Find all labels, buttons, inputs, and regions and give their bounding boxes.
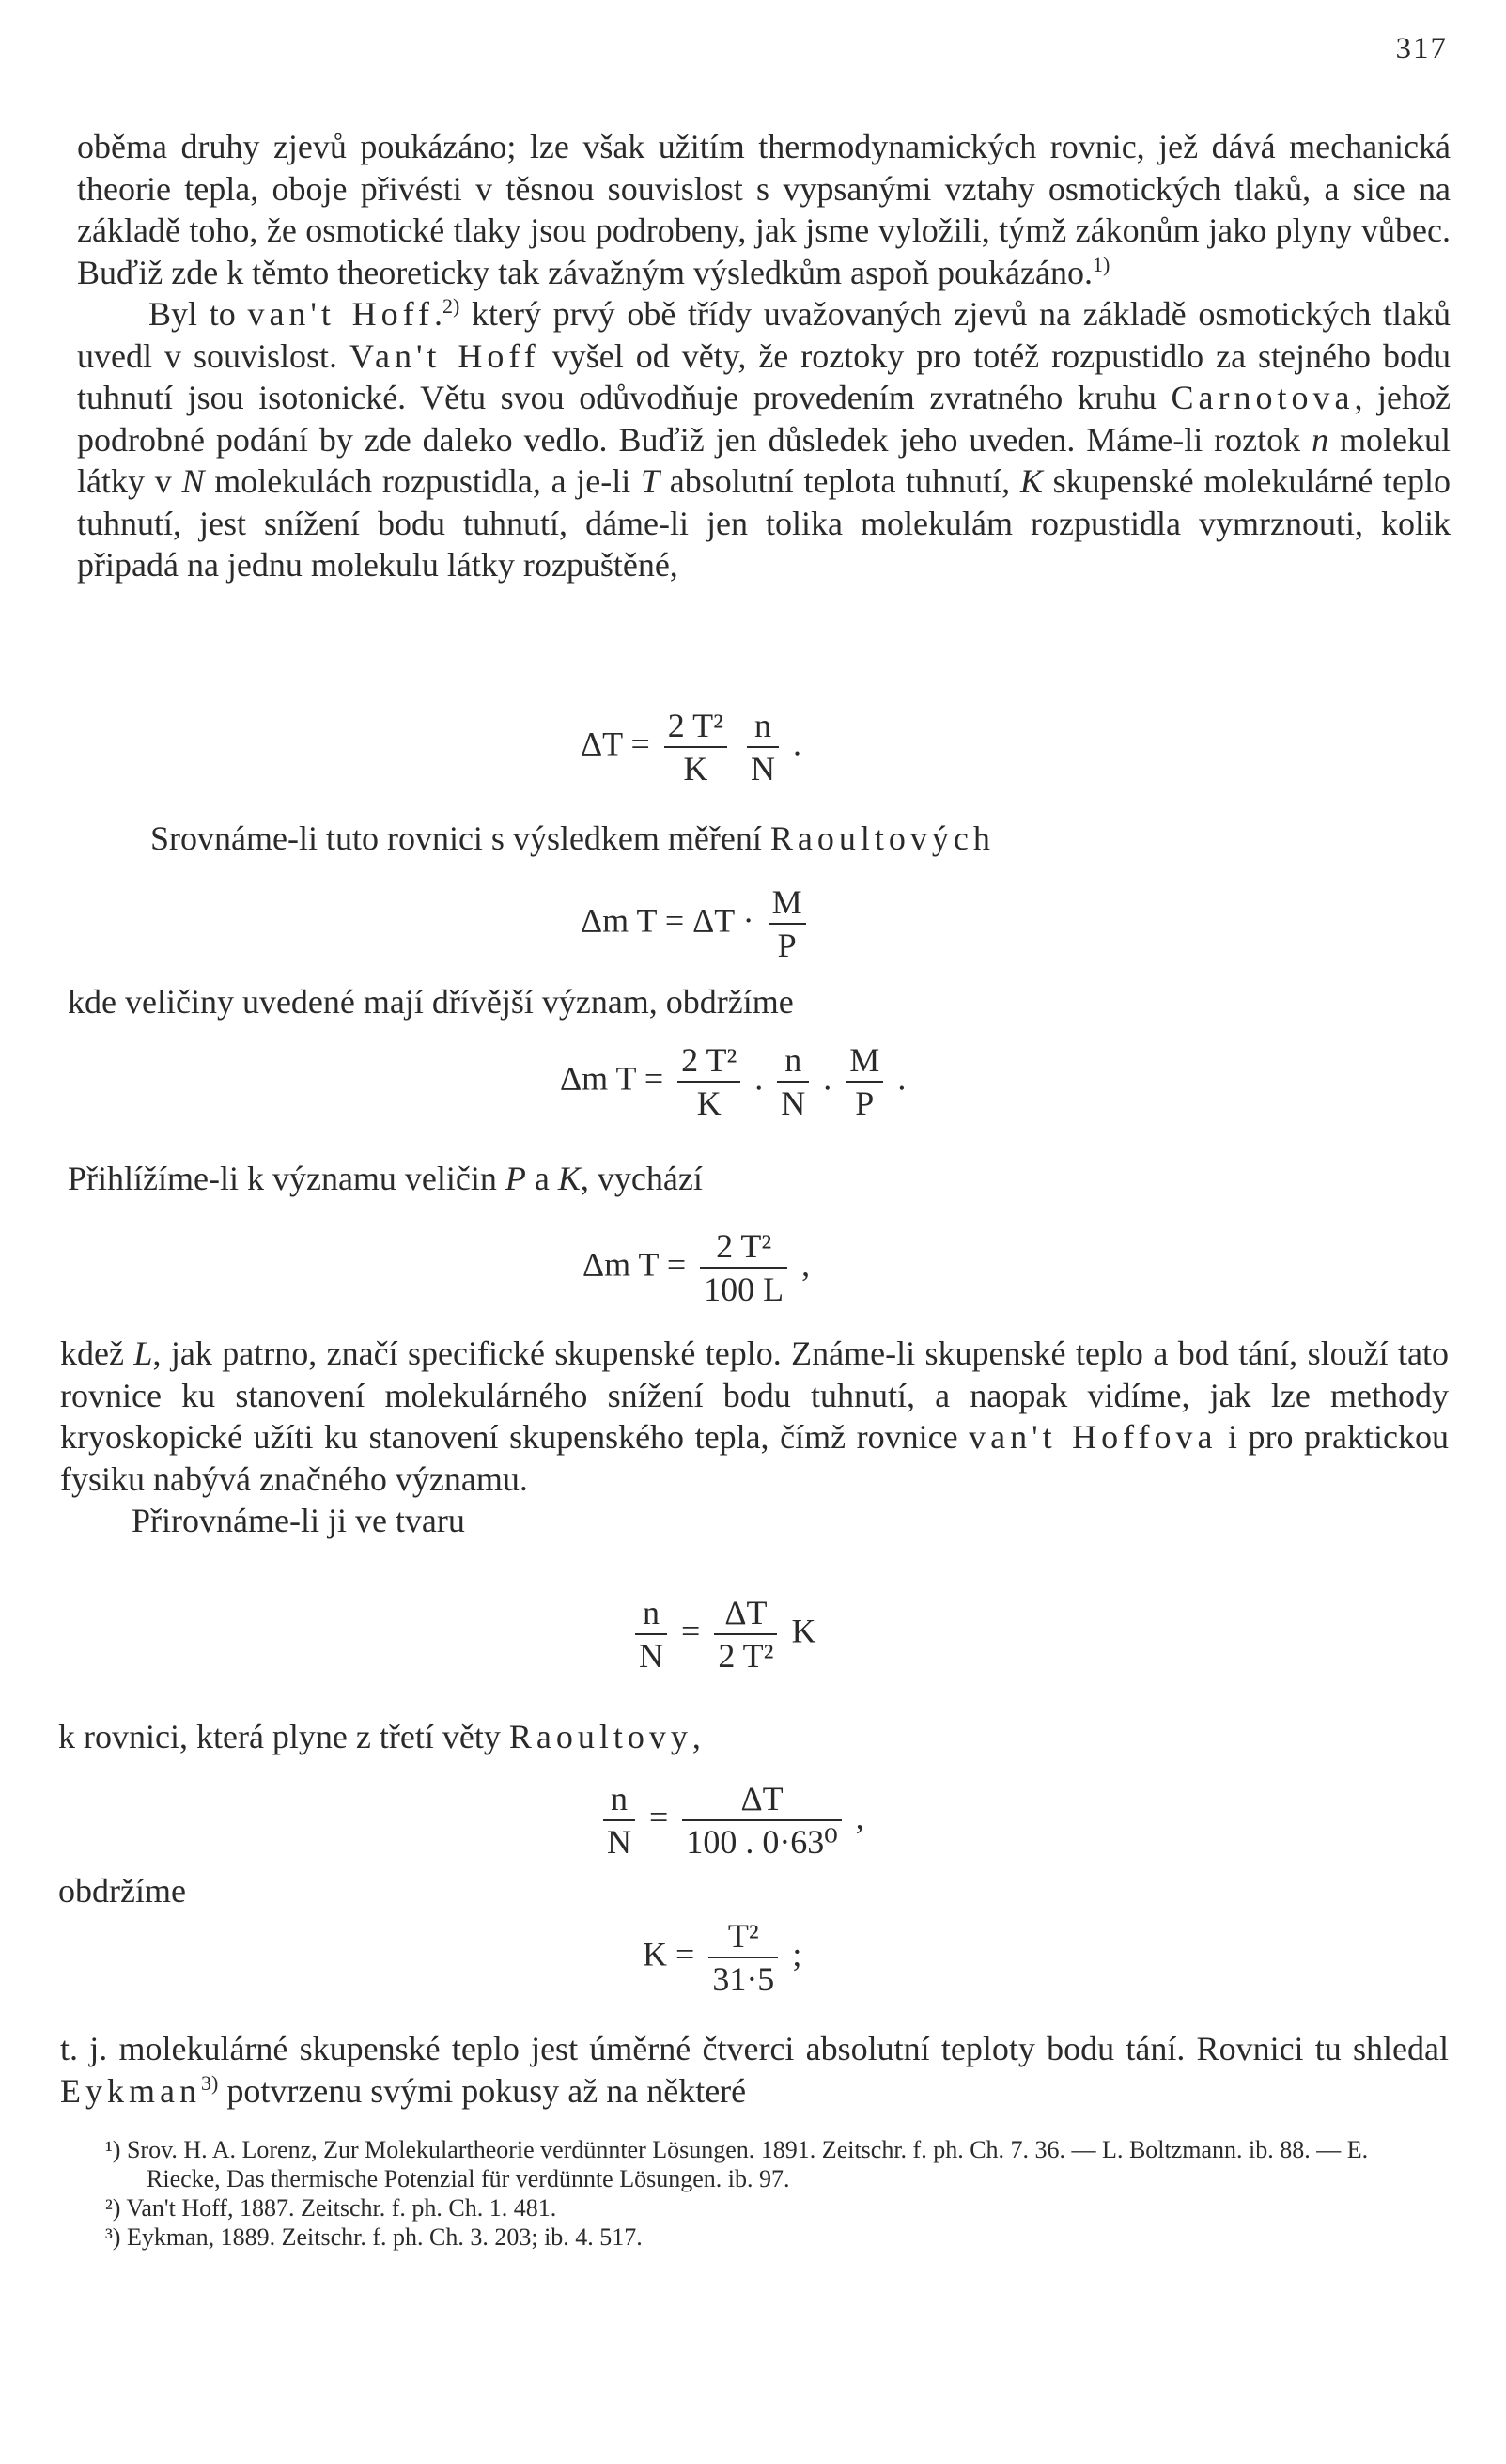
paragraph-9: obdržíme: [58, 1872, 186, 1910]
formula-5: $\frac{n}{N}$ = $\frac{\Delta T}{\text{2 T²}}$ K: [629, 1594, 815, 1675]
paragraph-10: t. j. molekulárné skupenské teplo jest úměrné čtverci absolutní teploty bodu tání. Rovnici tu shledal Eykman$^{3)}$ potvrzenu svými pokusy až na některé: [60, 2030, 1449, 2110]
body-text-middle: [60, 1333, 1449, 1542]
paragraph-1: oběma druhy zjevů poukázáno; lze však užitím thermodynamických rovnic, jež dává mechanická theorie tepla, oboje přivésti v těsnou souvislost s vypsanými vztahy osmotických tlaků, a sice na základě toho, že osmotické tlaky jsou podrobeny, jak jsme vyložili, týmž zákonům jako plyny vůbec. Buďiž zde k těmto theoreticky tak závažným výsledkům aspoň poukázáno.$^{1)}$: [77, 128, 1451, 291]
formula-7: K = $\frac{\text{T²}}{31\cdot 5}$ ;: [643, 1917, 802, 1998]
formula-4: Δm T = $\frac{\text{2 T²}}{100 L}$ ,: [582, 1227, 811, 1308]
paragraph-2: Byl to van't Hoff.$^{2)}$ který prvý obě třídy uvažovaných zjevů na základě osmotických tlaků uvedl v souvislost. Van't Hoff vyšel od věty, že roztoky pro totéž rozpustidlo za stejného bodu tuhnutí jsou isotonické. Větu svou odůvodňuje provedením zvratného kruhu Carnotova, jehož podrobné podání by zde daleko vedlo. Buďiž jen důsledek jeho uveden. Máme-li roztok n molekul látky v N molekulách rozpustidla, a je-li T absolutní teplota tuhnutí, K skupenské molekulárné teplo tuhnutí, jest snížení bodu tuhnutí, dáme-li jen tolika molekulám rozpustidla vymrznouti, kolik připadá na jednu molekulu látky rozpuštěné,: [77, 294, 1452, 584]
footnote-2: ²) Van't Hoff, 1887. Zeitschr. f. ph. Ch. 1. 481.: [105, 2194, 557, 2222]
paragraph-6: kdež L, jak patrno, značí specifické skupenské teplo. Známe-li skupenské teplo a bod tání, slouží tato rovnice ku stanovení molekulárného snížení bodu tuhnutí, a naopak vidíme, jak lze methody kryoskopické užíti ku stanovení skupenského tepla, čímž rovnice van't Hoffova i pro praktickou fysiku nabývá značného významu.: [60, 1334, 1449, 1498]
footnotes: [56, 2135, 1447, 2252]
body-text-top: [77, 126, 1451, 586]
formula-1: ΔT = $\frac{\text{2 T²}}{K}$ $\frac{n}{N}$ .: [581, 707, 801, 788]
page-number: 317: [1395, 32, 1448, 66]
footnote-3: ³) Eykman, 1889. Zeitschr. f. ph. Ch. 3. 203; ib. 4. 517.: [105, 2223, 643, 2251]
footnote-1: ¹) Srov. H. A. Lorenz, Zur Molekulartheorie verdünnter Lösungen. 1891. Zeitschr. f. ph. Ch. 7. 36. — L. Boltzmann. ib. 88. — E. Riecke, Das thermische Potenzial für verdünnte Lösungen. ib. 97.: [105, 2136, 1369, 2192]
formula-2: Δm T = ΔT · $\frac{M}{P}$: [581, 883, 812, 964]
body-text-bottom: [60, 2028, 1449, 2112]
paragraph-5: Přihlížíme-li k významu veličin P a K, vychází: [68, 1160, 703, 1197]
formula-3: Δm T = $\frac{\text{2 T²}}{K}$ . $\frac{n}{N}$ . $\frac{M}{P}$ .: [560, 1041, 907, 1122]
paragraph-3: Srovnáme-li tuto rovnici s výsledkem měření Raoultových: [150, 819, 995, 857]
paragraph-8: k rovnici, která plyne z třetí věty Raoultovy,: [58, 1718, 701, 1755]
formula-6: $\frac{n}{N}$ = $\frac{\Delta T}{\text{100 . 0·63⁰}}$ ,: [598, 1780, 864, 1861]
paragraph-7: Přirovnáme-li ji ve tvaru: [132, 1502, 465, 1539]
paragraph-4: kde veličiny uvedené mají dřívější význam, obdržíme: [68, 983, 794, 1021]
